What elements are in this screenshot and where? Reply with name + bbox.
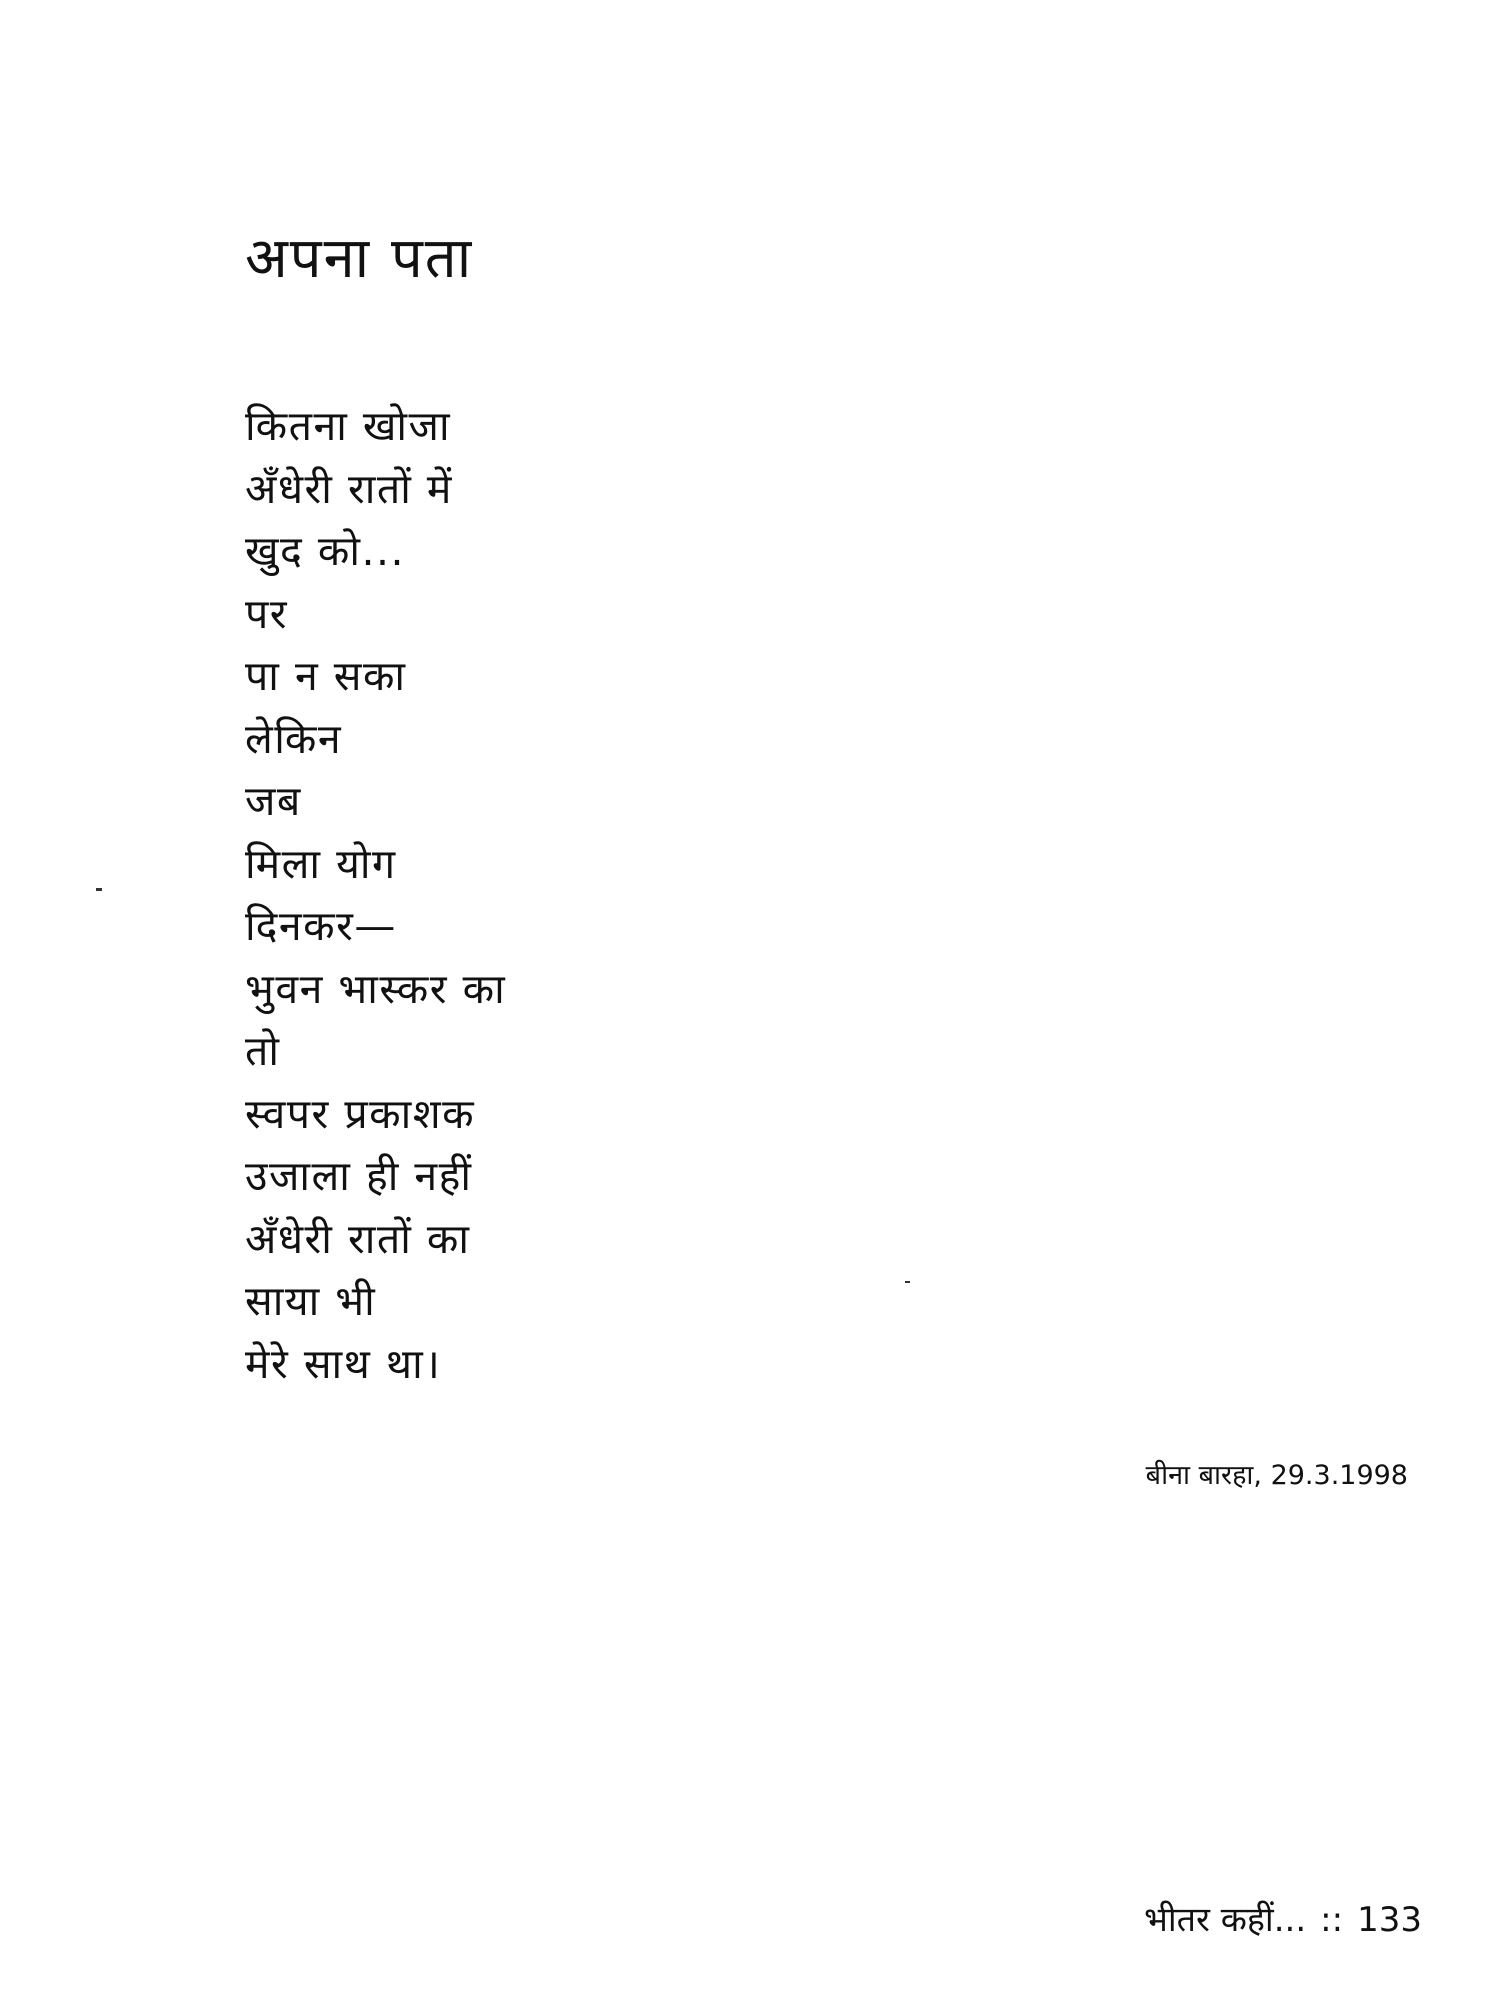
poem-line: स्वपर प्रकाशक (245, 1089, 476, 1138)
scan-speck (96, 888, 102, 891)
footer-book-title: भीतर कहीं... (1143, 1900, 1307, 1940)
poem-line: अँधेरी रातों का (245, 1214, 471, 1263)
poem-line: पर (245, 589, 289, 638)
poem-line: मिला योग (245, 839, 397, 888)
poem-line: कितना खोजा (245, 402, 452, 450)
poem-body (245, 395, 506, 1395)
poem-line: साया भी (245, 1277, 377, 1325)
poem-line: खुद को... (245, 527, 406, 575)
poem-line: तो (245, 1027, 281, 1075)
poem-line: अँधेरी रातों में (245, 464, 453, 513)
poem-line: भुवन भास्कर का (245, 964, 507, 1013)
poem-line: उजाला ही नहीं (245, 1152, 473, 1200)
author-date-signature: बीना बारहा, 29.3.1998 (1145, 1460, 1408, 1491)
poem-line: दिनकर— (245, 902, 397, 950)
page-footer (1144, 1900, 1422, 1941)
poem-line: पा न सका (245, 652, 407, 700)
poem-line: मेरे साथ था। (245, 1339, 442, 1388)
poem-line: जब (245, 777, 302, 825)
scan-speck (905, 1281, 910, 1283)
poem-line: लेकिन (245, 714, 343, 763)
page-number: 133 (1357, 1900, 1422, 1940)
footer-separator: :: (1320, 1900, 1344, 1940)
poem-title: अपना पता (245, 226, 474, 291)
